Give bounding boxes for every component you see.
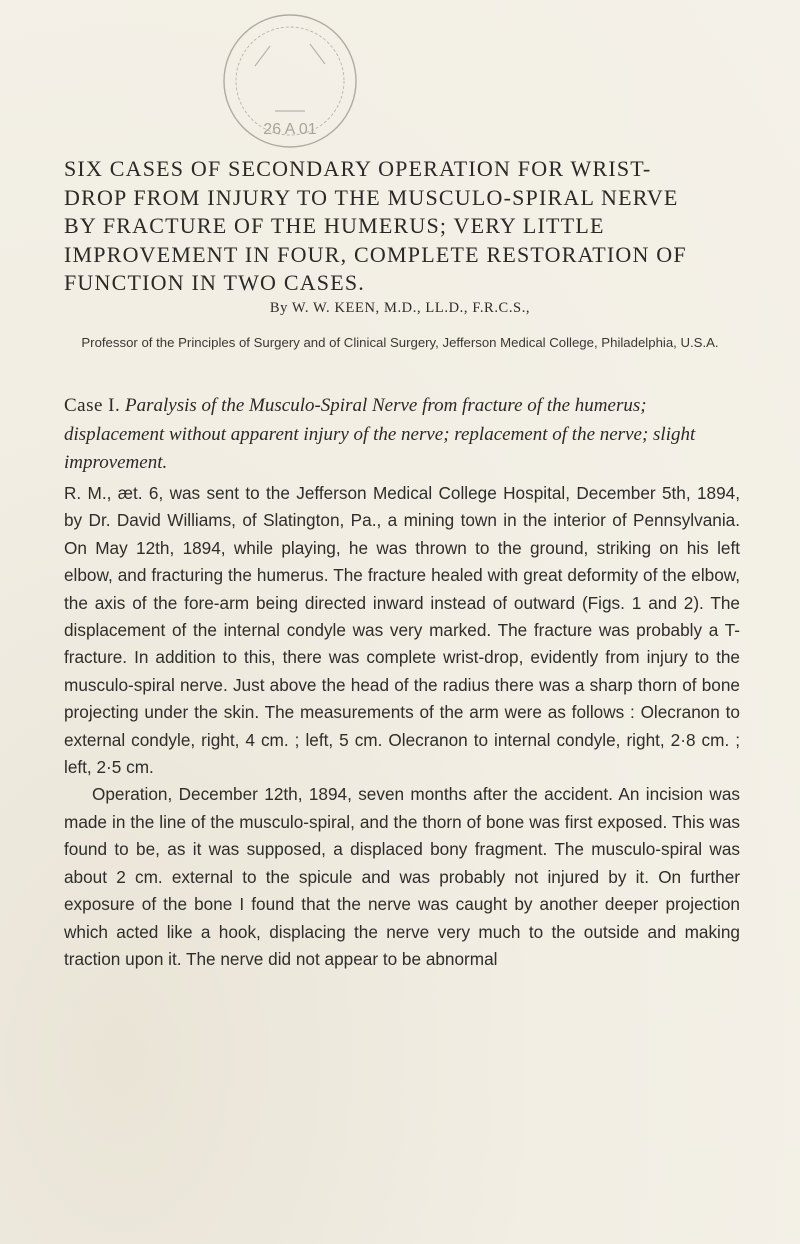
case-label: Case I.	[64, 395, 121, 416]
article-body	[64, 480, 740, 973]
stamp-text: 26 A 01	[263, 121, 317, 138]
article-title: SIX CASES OF SECONDARY OPERATION FOR WRIST-DROP FROM INJURY TO THE MUSCULO-SPIRAL NERVE BY FRACTURE OF THE HUMERUS; VERY LITTLE IMPROVEMENT IN FOUR, COMPLETE RESTORATION OF FUNCTION IN TWO CASES.	[64, 156, 687, 295]
case-description: Paralysis of the Musculo-Spiral Nerve from fracture of the humerus; displacement without apparent injury of the nerve; replacement of the nerve; slight improvement.	[64, 395, 696, 473]
body-paragraph: R. M., æt. 6, was sent to the Jefferson Medical College Hospital, December 5th, 1894, by Dr. David Williams, of Slatington, Pa., a mining town in the interior of Pennsylvania. On May 12th, 1894, while playing, he was thrown to the ground, striking on his left elbow, and fracturing the humerus. The fracture healed with great deformity of the elbow, the axis of the fore-arm being directed inward instead of outward (Figs. 1 and 2). The displacement of the internal condyle was very marked. The fracture was probably a T-fracture. In addition to this, there was complete wrist-drop, evidently from injury to the musculo-spiral nerve. Just above the head of the radius there was a sharp thorn of bone projecting under the skin. The measurements of the arm were as follows : Olecranon to external condyle, right, 4 cm. ; left, 5 cm. Olecranon to internal condyle, right, 2·8 cm. ; left, 2·5 cm.	[64, 483, 740, 778]
author-affiliation: Professor of the Principles of Surgery and of Clinical Surgery, Jefferson Medical College, Philadelphia, U.S.A.	[81, 335, 719, 350]
case-heading	[64, 392, 736, 478]
author-byline: By W. W. KEEN, M.D., LL.D., F.R.C.S.,	[269, 300, 531, 316]
body-paragraph: Operation, December 12th, 1894, seven months after the accident. An incision was made in the line of the musculo-spiral, and the thorn of bone was first exposed. This was found to be, as it was supposed, a displaced bony fragment. The musculo-spiral was about 2 cm. external to the spicule and was probably not injured by it. On further exposure of the bone I found that the nerve was caught by another deeper projection which acted like a hook, displacing the nerve very much to the outside and making traction upon it. The nerve did not appear to be abnormal	[64, 784, 740, 969]
library-stamp-icon	[215, 6, 365, 156]
